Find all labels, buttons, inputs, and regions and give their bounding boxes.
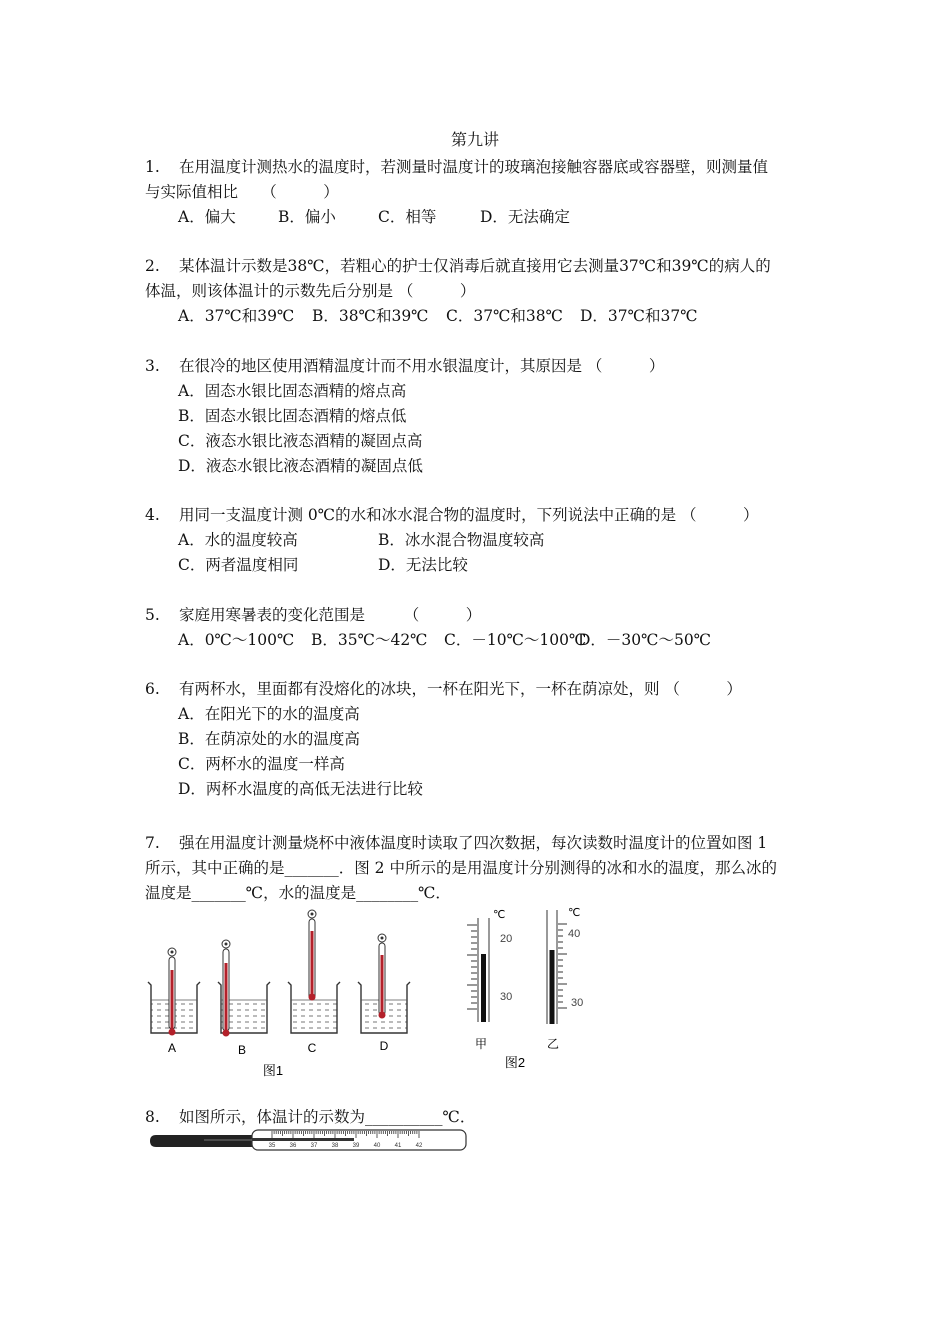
question-number: 3. <box>145 357 160 375</box>
scale-label: 41 <box>394 1143 402 1149</box>
option-a: A．偏大 <box>178 208 236 226</box>
option-b: B．35℃～42℃ <box>311 631 428 649</box>
question-number: 2. <box>145 257 160 275</box>
tick-label-top: 20 <box>500 933 513 945</box>
figure-1-caption: 图1 <box>262 1063 284 1078</box>
question-7-line-3: 温度是_______℃，水的温度是________℃． <box>145 884 451 902</box>
beaker-b <box>218 940 270 1037</box>
question-7-line-1: 7. 强在用温度计测量烧杯中液体温度时读取了四次数据，每次读数时温度计的位置如图 1 <box>145 834 768 852</box>
option-c: C．两杯水的温度一样高 <box>178 755 345 773</box>
tick-label-bottom: 30 <box>500 991 513 1003</box>
beaker-label-a: A <box>167 1041 177 1055</box>
thermometer-yi <box>547 907 583 1051</box>
thermometer-jia <box>467 909 512 1051</box>
option-a: A．水的温度较高 <box>178 531 298 549</box>
tick-label-bottom: 30 <box>571 997 584 1009</box>
scale-label: 37 <box>310 1143 318 1149</box>
scale-label: 40 <box>373 1143 381 1149</box>
unit-label: ℃ <box>568 907 581 919</box>
question-8-line-1: 8. 如图所示，体温计的示数为__________℃． <box>145 1108 476 1126</box>
question-number: 6. <box>145 680 160 698</box>
tick-label-top: 40 <box>568 928 581 940</box>
question-number: 1. <box>145 158 160 176</box>
beaker-d <box>358 934 410 1033</box>
question-2-line-2: 体温，则该体温计的示数先后分别是 （ ） <box>145 282 476 300</box>
option-c: C．两者温度相同 <box>178 556 299 574</box>
option-b: B．偏小 <box>278 208 336 226</box>
fever-thermometer <box>144 1126 474 1154</box>
question-3-line-1: 3. 在很冷的地区使用酒精温度计而不用水银温度计，其原因是 （ ） <box>145 357 665 375</box>
option-a: A．在阳光下的水的温度高 <box>178 705 360 723</box>
scale-label: 39 <box>352 1143 360 1149</box>
beaker-label-c: C <box>307 1041 317 1055</box>
option-b: B．冰水混合物温度较高 <box>378 531 545 549</box>
scale-label: 36 <box>289 1143 297 1149</box>
thermometer-label: 甲 <box>475 1037 488 1051</box>
option-b: B．固态水银比固态酒精的熔点低 <box>178 407 407 425</box>
figure-2-thermometers <box>455 900 595 1075</box>
beaker-label-d: D <box>379 1039 389 1053</box>
question-number: 8. <box>145 1108 160 1126</box>
question-1-line-2: 与实际值相比 （ ） <box>145 183 339 201</box>
question-number: 5. <box>145 606 160 624</box>
question-4-line-1: 4. 用同一支温度计测 0℃的水和冰水混合物的温度时，下列说法中正确的是 （ ） <box>145 506 759 524</box>
page-title: 第九讲 <box>450 130 499 149</box>
option-d: D．无法确定 <box>480 208 570 226</box>
scale-label: 35 <box>268 1143 276 1149</box>
beaker-a <box>148 948 200 1036</box>
option-d: D．液态水银比液态酒精的凝固点低 <box>178 457 423 475</box>
question-5-line-1: 5. 家庭用寒暑表的变化范围是 （ ） <box>145 606 482 624</box>
option-b: B．在荫凉处的水的温度高 <box>178 730 360 748</box>
beaker-c <box>288 910 340 1033</box>
option-a: A．0℃～100℃ <box>178 631 295 649</box>
option-c: C．37℃和38℃ <box>446 307 563 325</box>
figure-1-beakers <box>140 905 430 1085</box>
scale-label: 42 <box>415 1143 423 1149</box>
option-c: C．相等 <box>378 208 437 226</box>
question-number: 4. <box>145 506 160 524</box>
question-number: 7. <box>145 834 160 852</box>
question-1-line-1: 1. 在用温度计测热水的温度时，若测量时温度计的玻璃泡接触容器底或容器壁，则测量值 <box>145 158 769 176</box>
option-c: C．－10℃～100℃ <box>444 631 587 649</box>
option-d: D．－30℃～50℃ <box>578 631 712 649</box>
question-7-line-2: 所示，其中正确的是_______．图 2 中所示的是用温度计分别测得的冰和水的温度，那么冰的 <box>145 859 777 877</box>
option-d: D．两杯水温度的高低无法进行比较 <box>178 780 423 798</box>
option-b: B．38℃和39℃ <box>312 307 429 325</box>
thermometer-label: 乙 <box>547 1037 560 1051</box>
question-6-line-1: 6. 有两杯水，里面都有没熔化的冰块，一杯在阳光下，一杯在荫凉处，则 （ ） <box>145 680 742 698</box>
scale-label: 38 <box>331 1143 339 1149</box>
option-a: A．固态水银比固态酒精的熔点高 <box>178 382 407 400</box>
unit-label: ℃ <box>493 909 506 921</box>
option-d: D．无法比较 <box>378 556 468 574</box>
question-2-line-1: 2. 某体温计示数是38℃，若粗心的护士仅消毒后就直接用它去测量37℃和39℃的病人的 <box>145 257 771 275</box>
option-d: D．37℃和37℃ <box>580 307 698 325</box>
figure-2-caption: 图2 <box>504 1055 526 1070</box>
option-c: C．液态水银比液态酒精的凝固点高 <box>178 432 423 450</box>
option-a: A．37℃和39℃ <box>178 307 295 325</box>
beaker-label-b: B <box>237 1043 247 1057</box>
